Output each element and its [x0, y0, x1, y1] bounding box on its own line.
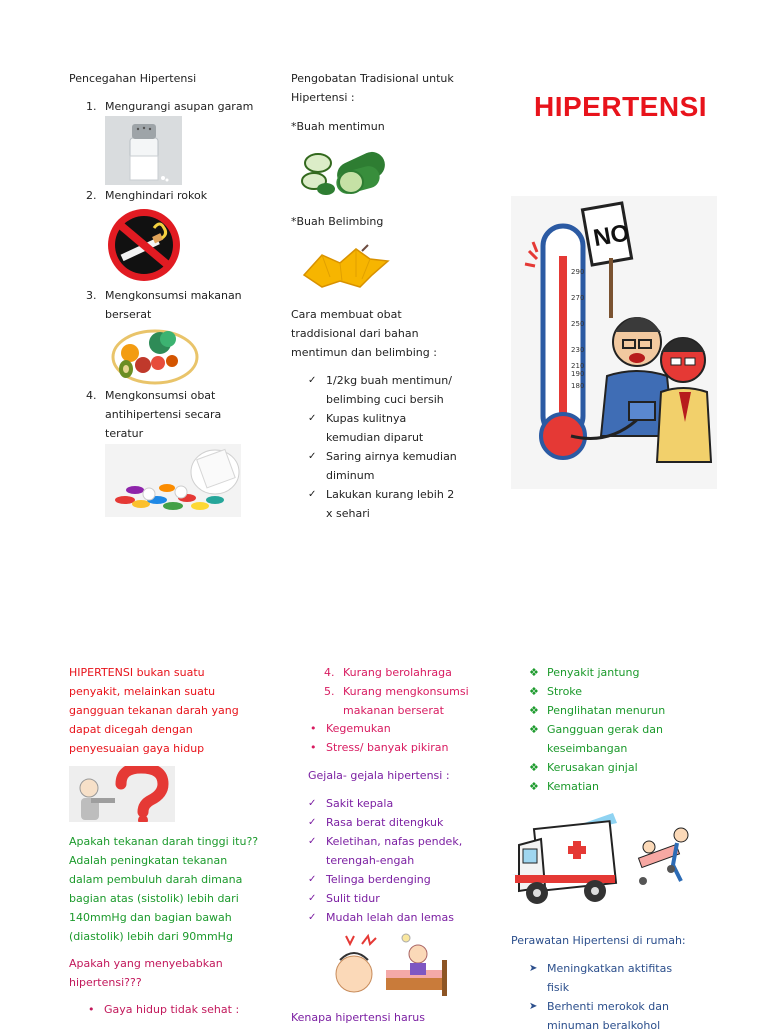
method-step: ✓ Lakukan kurang lebih 2 x sehari [308, 488, 455, 520]
cause-item: • Gaya hidup tidak sehat : [88, 1003, 240, 1016]
complication-item: ❖ Kerusakan ginjal [529, 761, 638, 774]
method-heading: Cara membuat obat traddisional dari bahan mentimun dan belimbing : [291, 308, 437, 359]
method-step: ✓ 1/2kg buah mentimun/ belimbing cuci bersih [308, 374, 452, 406]
home-care-heading: Perawatan Hipertensi di rumah: [511, 934, 686, 947]
starfruit-image [300, 241, 392, 291]
gauge-tick: 250 [571, 320, 585, 328]
gauge-tick: 210 [571, 362, 585, 370]
fiber-food-image [110, 325, 200, 385]
gauge-tick: 180 [571, 382, 585, 390]
definition-text: Apakah tekanan darah tinggi itu?? Adalah peningkatan tekanan dalam pembuluh darah dimana bagian atas (sistolik) lebih dari 140mmHg dan bagian bawah (diastolik) lebih dari 90mmHg [69, 835, 259, 943]
complication-item: ❖ Kematian [529, 780, 599, 793]
pills-image [105, 444, 241, 517]
brochure-title: HIPERTENSI [534, 91, 708, 122]
care-item: ➤ Meningkatkan aktifitas fisik [529, 962, 673, 994]
symptom-item: ✓ Telinga berdenging [308, 873, 431, 886]
complication-item: ❖ Penglihatan menurun [529, 704, 666, 717]
cause-bullet: • Kegemukan [310, 722, 391, 735]
symptoms-list [308, 794, 468, 927]
method-steps [308, 371, 458, 523]
sick-people-image [326, 930, 450, 1000]
complication-item: ❖ Gangguan gerak dan keseimbangan [529, 723, 663, 755]
care-item: ➤ Berhenti merokok dan minuman beralkohol [529, 1000, 669, 1032]
intro-text: HIPERTENSI bukan suatu penyakit, melainkan suatu gangguan tekanan darah yang dapat dicegah dengan penyesuaian gaya hidup [69, 666, 239, 755]
salt-shaker-image [105, 116, 182, 185]
symptom-item: ✓ Rasa berat ditengkuk [308, 816, 444, 829]
ambulance-image [511, 805, 701, 920]
symptoms-heading: Gejala- gejala hipertensi : [308, 769, 450, 782]
gauge-tick: 230 [571, 346, 585, 354]
causes-numbered: 4. Kurang berolahraga 5. Kurang mengkonsumsi makanan berserat [324, 666, 469, 717]
cucumber-image [296, 145, 389, 202]
cause-list [86, 1000, 256, 1019]
traditional-heading: Pengobatan Tradisional untuk Hipertensi : [291, 72, 454, 104]
no-sign-text: NO [591, 219, 632, 253]
question-mark-image [69, 766, 175, 822]
symptom-item: ✓ Sakit kepala [308, 797, 394, 810]
gauge-tick: 290 [571, 268, 585, 276]
causes-bullets [308, 719, 468, 757]
no-smoking-icon [106, 208, 183, 283]
symptom-item: ✓ Sulit tidur [308, 892, 380, 905]
complication-item: ❖ Penyakit jantung [529, 666, 640, 679]
prevention-item-1: 1. Mengurangi asupan garam [86, 100, 254, 113]
method-step: ✓ Kupas kulitnya kemudian diparut [308, 412, 424, 444]
prevention-heading: Pencegahan Hipertensi [69, 72, 197, 85]
complications-list [529, 663, 689, 796]
starfruit-label: *Buah Belimbing [291, 215, 384, 228]
gauge-tick: 190 [571, 370, 585, 378]
cause-question: Apakah yang menyebabkan hipertensi??? [69, 957, 223, 989]
symptom-item: ✓ Mudah lelah dan lemas [308, 911, 454, 924]
complication-item: ❖ Stroke [529, 685, 583, 698]
method-step: ✓ Saring airnya kemudian diminum [308, 450, 457, 482]
hypertension-illustration [511, 196, 717, 489]
gauge-tick: 270 [571, 294, 585, 302]
prevention-item-2: 2. Menghindari rokok [86, 189, 208, 202]
prevention-item-3: 3. Mengkonsumsi makanan berserat [86, 289, 242, 321]
prevention-item-4: 4. Mengkonsumsi obat antihipertensi secara teratur [86, 389, 222, 440]
cause-bullet: • Stress/ banyak pikiran [310, 741, 449, 754]
cucumber-label: *Buah mentimun [291, 120, 385, 133]
closing-question: Kenapa hipertensi harus [291, 1011, 425, 1024]
symptom-item: ✓ Keletihan, nafas pendek, terengah-engah [308, 835, 463, 867]
